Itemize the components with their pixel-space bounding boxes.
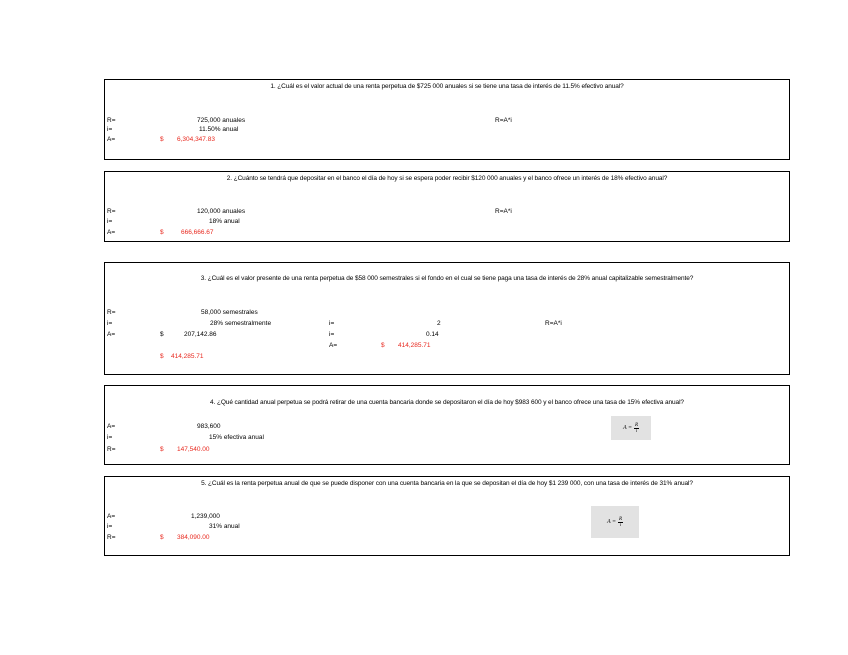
- formula-text: R=A*i: [495, 117, 512, 124]
- problem-3: [104, 262, 790, 375]
- label-r: R=: [107, 534, 116, 541]
- sub-label-3: A=: [329, 342, 338, 349]
- problem-4: [104, 385, 790, 465]
- value-i: 15% efectiva anual: [209, 434, 264, 441]
- label-i: i=: [107, 218, 113, 225]
- label-i: i=: [107, 126, 113, 133]
- value-r: 384,090.00: [177, 534, 210, 541]
- value-a: 1,239,000: [191, 513, 220, 520]
- label-a: A=: [107, 229, 116, 236]
- formula-text: R=A*i: [495, 208, 512, 215]
- formula-fraction: [618, 517, 623, 528]
- formula-denominator: i: [635, 428, 638, 434]
- label-a: A=: [107, 513, 116, 520]
- problem-2: [104, 171, 790, 242]
- sub-label-1: i=: [329, 320, 335, 327]
- sub-value-3: 414,285.71: [398, 342, 431, 349]
- problem-1: [104, 79, 790, 160]
- sub-label-2: i=: [329, 331, 335, 338]
- label-a: A=: [107, 136, 116, 143]
- formula-text: R=A*i: [545, 320, 562, 327]
- formula-image: [591, 506, 639, 538]
- value-a-total: 414,285.71: [171, 353, 204, 360]
- value-r: 58,000 semestrales: [201, 309, 258, 316]
- value-a: 983,600: [197, 423, 221, 430]
- currency-sign: $: [160, 229, 164, 236]
- label-a: A=: [107, 331, 116, 338]
- formula-denominator: i: [619, 522, 622, 528]
- question-2: 2. ¿Cuánto se tendrá que depositar en el banco el día de hoy si se espera poder recibir $120 000 anuales y el banco ofrece un interés de 18% efectivo anual?: [226, 175, 668, 182]
- label-r: R=: [107, 446, 116, 453]
- value-i: 28% semestralmente: [210, 320, 272, 327]
- value-r: 120,000 anuales: [197, 208, 246, 215]
- value-i: 31% anual: [209, 523, 240, 530]
- label-r: R=: [107, 309, 116, 316]
- label-r: R=: [107, 208, 116, 215]
- formula-numerator: R: [619, 516, 623, 522]
- question-5: 5. ¿Cuál es la renta perpetua anual de que se puede disponer con una cuenta bancaria en la que se depositan el día de hoy $1 239 000, con una tasa de interés de 31% anual?: [201, 480, 693, 487]
- currency-sign: $: [160, 331, 164, 338]
- formula-lhs: A =: [606, 519, 617, 525]
- label-a: A=: [107, 423, 116, 430]
- currency-sign: $: [160, 136, 164, 143]
- sub-value-2: 0.14: [426, 331, 439, 338]
- label-i: i=: [107, 434, 113, 441]
- value-a: 207,142.86: [184, 331, 217, 338]
- label-r: R=: [107, 117, 116, 124]
- question-3: 3. ¿Cuál es el valor presente de una renta perpetua de $58 000 semestrales si el fondo en el cual se tiene paga una tasa de interés de 28% anual capitalizable semestralmente?: [200, 275, 694, 282]
- value-a: 666,666.67: [181, 229, 214, 236]
- currency-sign: $: [160, 534, 164, 541]
- question-1: 1. ¿Cuál es el valor actual de una renta perpetua de $725 000 anuales si se tiene una tasa de interés de 11.5% efectivo anual?: [270, 83, 624, 90]
- label-i: i=: [107, 523, 113, 530]
- formula-fraction: [634, 423, 639, 434]
- currency-sign: $: [160, 446, 164, 453]
- value-i: 11.50% anual: [199, 126, 239, 133]
- formula-lhs: A =: [622, 425, 633, 431]
- currency-sign-2: $: [160, 353, 164, 360]
- currency-sign-3: $: [381, 342, 385, 349]
- value-r: 725,000 anuales: [197, 117, 246, 124]
- formula-image: [611, 416, 651, 440]
- formula-numerator: R: [635, 422, 639, 428]
- value-i: 18% anual: [209, 218, 240, 225]
- question-4: 4. ¿Qué cantidad anual perpetua se podrá retirar de una cuenta bancaria donde se depositaron el día de hoy $983 600 y el banco ofrece una tasa de 15% efectiva anual?: [210, 399, 684, 406]
- value-r: 147,540.00: [177, 446, 210, 453]
- problem-5: [104, 476, 790, 556]
- sub-value-1: 2: [437, 320, 441, 327]
- label-i: i=: [107, 320, 113, 327]
- value-a: 6,304,347.83: [177, 136, 215, 143]
